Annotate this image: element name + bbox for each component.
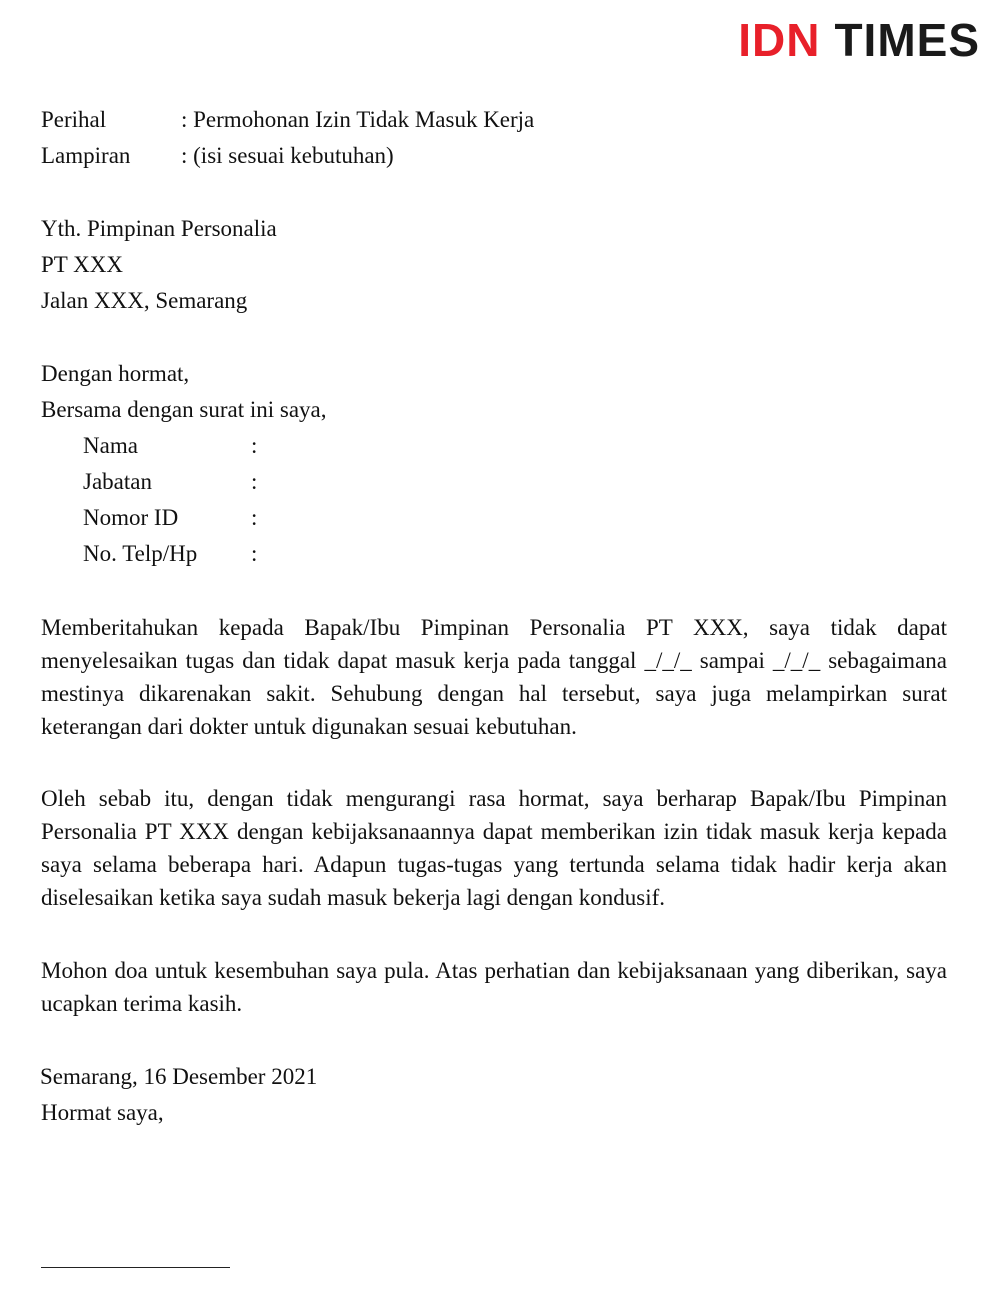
logo-idn-text: IDN: [738, 14, 821, 66]
field-label: Nama: [83, 433, 138, 458]
field-label: No. Telp/Hp: [83, 541, 198, 566]
field-label: Jabatan: [83, 469, 152, 494]
field-label: Nomor ID: [83, 505, 179, 530]
logo-times-text: TIMES: [834, 14, 980, 66]
meta-label: Perihal: [41, 107, 107, 132]
field-jabatan: [83, 467, 257, 497]
field-nomor-id: [83, 503, 257, 533]
body-paragraph-3: Mohon doa untuk kesembuhan saya pula. Atas perhatian dan kebijaksanaan yang diberikan, saya ucapkan terima kasih.: [41, 958, 947, 1016]
place-date: Semarang, 16 Desember 2021: [40, 1064, 318, 1089]
meta-value: : (isi sesuai kebutuhan): [181, 143, 394, 168]
field-colon: :: [251, 433, 258, 458]
recipient-company: PT XXX: [41, 252, 124, 277]
meta-value: : Permohonan Izin Tidak Masuk Kerja: [181, 107, 535, 132]
meta-label: Lampiran: [41, 143, 131, 168]
meta-lampiran: [41, 141, 394, 171]
meta-perihal: [41, 105, 534, 135]
field-colon: :: [251, 541, 258, 566]
field-telp: [83, 539, 257, 569]
signature-line: [41, 1267, 230, 1268]
body-paragraph-2: Oleh sebab itu, dengan tidak mengurangi rasa hormat, saya berharap Bapak/Ibu Pimpinan Personalia PT XXX dengan kebijaksanaannya dapat memberikan izin tidak masuk kerja kepada saya selama beberapa hari. Adapun tugas-tugas yang tertunda selama tidak hadir kerja akan diselesaikan ketika saya sudah masuk bekerja lagi dengan kondusif.: [41, 786, 947, 910]
field-colon: :: [251, 505, 258, 530]
recipient-title: Yth. Pimpinan Personalia: [41, 216, 277, 241]
greeting: Dengan hormat,: [41, 361, 190, 386]
field-colon: :: [251, 469, 258, 494]
recipient-address: Jalan XXX, Semarang: [41, 288, 248, 313]
body-paragraph-1: Memberitahukan kepada Bapak/Ibu Pimpinan Personalia PT XXX, saya tidak dapat menyelesaikan tugas dan tidak dapat masuk kerja pada tanggal _/_/_ sampai _/_/_ sebagaimana mestinya dikarenakan sakit. Sehubung dengan hal tersebut, saya juga melampirkan surat keterangan dari dokter untuk digunakan sesuai kebutuhan.: [41, 615, 947, 739]
idn-times-logo: [738, 14, 980, 66]
intro-line: Bersama dengan surat ini saya,: [41, 397, 327, 422]
field-nama: [83, 431, 257, 461]
closing-regards: Hormat saya,: [41, 1100, 164, 1125]
